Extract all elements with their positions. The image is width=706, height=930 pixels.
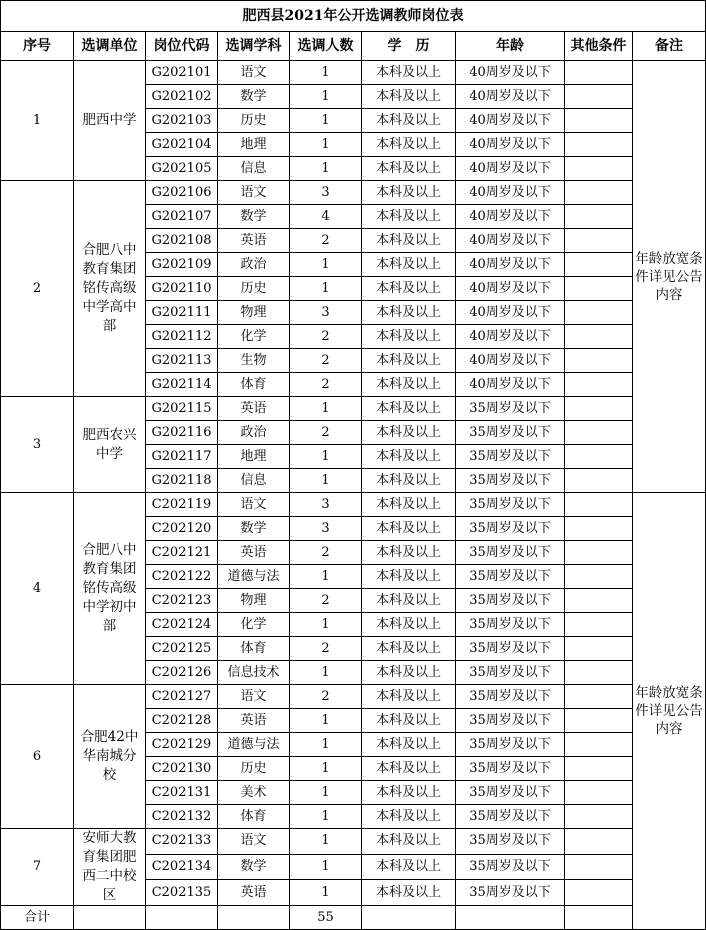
education-requirement: 本科及以上 — [362, 445, 456, 469]
position-code: G202115 — [146, 397, 218, 421]
other-conditions — [565, 301, 633, 325]
head-count: 3 — [290, 517, 362, 541]
head-count: 2 — [290, 421, 362, 445]
header-count: 选调人数 — [290, 32, 362, 61]
remark: 年龄放宽条件详见公告内容 — [633, 493, 706, 930]
head-count: 1 — [290, 854, 362, 880]
education-requirement: 本科及以上 — [362, 757, 456, 781]
subject: 数学 — [218, 517, 290, 541]
position-code: G202118 — [146, 469, 218, 493]
subject: 语文 — [218, 61, 290, 85]
age-requirement: 35周岁及以下 — [456, 517, 565, 541]
age-requirement: 40周岁及以下 — [456, 181, 565, 205]
subject: 历史 — [218, 109, 290, 133]
position-code: G202104 — [146, 133, 218, 157]
subject: 数学 — [218, 205, 290, 229]
subject: 体育 — [218, 637, 290, 661]
unit-name: 安师大教育集团肥西二中校区 — [74, 829, 146, 906]
other-conditions — [565, 517, 633, 541]
position-code: G202117 — [146, 445, 218, 469]
age-requirement: 35周岁及以下 — [456, 661, 565, 685]
position-code: C202127 — [146, 685, 218, 709]
head-count: 1 — [290, 781, 362, 805]
header-other: 其他条件 — [565, 32, 633, 61]
position-code: G202114 — [146, 373, 218, 397]
head-count: 1 — [290, 709, 362, 733]
head-count: 1 — [290, 253, 362, 277]
age-requirement: 35周岁及以下 — [456, 781, 565, 805]
age-requirement: 40周岁及以下 — [456, 253, 565, 277]
age-requirement: 35周岁及以下 — [456, 613, 565, 637]
other-conditions — [565, 637, 633, 661]
position-code: G202111 — [146, 301, 218, 325]
head-count: 2 — [290, 373, 362, 397]
position-code: G202101 — [146, 61, 218, 85]
other-conditions — [565, 397, 633, 421]
serial-number: 1 — [1, 61, 74, 181]
age-requirement: 35周岁及以下 — [456, 397, 565, 421]
education-requirement: 本科及以上 — [362, 517, 456, 541]
subject: 美术 — [218, 781, 290, 805]
age-requirement: 35周岁及以下 — [456, 709, 565, 733]
age-requirement: 40周岁及以下 — [456, 229, 565, 253]
subject: 地理 — [218, 133, 290, 157]
head-count: 1 — [290, 880, 362, 906]
education-requirement: 本科及以上 — [362, 469, 456, 493]
subject: 语文 — [218, 181, 290, 205]
other-conditions — [565, 493, 633, 517]
age-requirement: 40周岁及以下 — [456, 109, 565, 133]
position-code: C202120 — [146, 517, 218, 541]
education-requirement: 本科及以上 — [362, 880, 456, 906]
head-count: 1 — [290, 829, 362, 855]
head-count: 1 — [290, 61, 362, 85]
head-count: 3 — [290, 301, 362, 325]
serial-number: 4 — [1, 493, 74, 685]
head-count: 1 — [290, 805, 362, 829]
subject: 生物 — [218, 349, 290, 373]
education-requirement: 本科及以上 — [362, 133, 456, 157]
head-count: 1 — [290, 157, 362, 181]
unit-name: 合肥42中华南城分校 — [74, 685, 146, 829]
total-row — [1, 906, 706, 930]
other-conditions — [565, 709, 633, 733]
header-subject: 选调学科 — [218, 32, 290, 61]
total-count: 55 — [290, 906, 362, 930]
other-conditions — [565, 613, 633, 637]
position-code: C202123 — [146, 589, 218, 613]
other-conditions — [565, 157, 633, 181]
subject: 政治 — [218, 253, 290, 277]
unit-name: 合肥八中教育集团铭传高级中学高中部 — [74, 181, 146, 397]
header-education: 学 历 — [362, 32, 456, 61]
position-code: C202121 — [146, 541, 218, 565]
position-code: C202124 — [146, 613, 218, 637]
subject: 英语 — [218, 880, 290, 906]
head-count: 2 — [290, 229, 362, 253]
age-requirement: 35周岁及以下 — [456, 541, 565, 565]
subject: 道德与法 — [218, 565, 290, 589]
head-count: 1 — [290, 613, 362, 637]
education-requirement: 本科及以上 — [362, 229, 456, 253]
table-title: 肥西县2021年公开选调教师岗位表 — [1, 1, 706, 32]
subject: 物理 — [218, 301, 290, 325]
education-requirement: 本科及以上 — [362, 61, 456, 85]
head-count: 4 — [290, 205, 362, 229]
age-requirement: 40周岁及以下 — [456, 277, 565, 301]
age-requirement: 40周岁及以下 — [456, 349, 565, 373]
education-requirement: 本科及以上 — [362, 709, 456, 733]
education-requirement: 本科及以上 — [362, 854, 456, 880]
serial-number: 3 — [1, 397, 74, 493]
age-requirement: 40周岁及以下 — [456, 373, 565, 397]
subject: 英语 — [218, 541, 290, 565]
subject: 英语 — [218, 229, 290, 253]
position-code: G202103 — [146, 109, 218, 133]
education-requirement: 本科及以上 — [362, 637, 456, 661]
age-requirement: 35周岁及以下 — [456, 829, 565, 855]
subject: 数学 — [218, 854, 290, 880]
age-requirement: 40周岁及以下 — [456, 133, 565, 157]
position-code: C202130 — [146, 757, 218, 781]
remark: 年龄放宽条件详见公告内容 — [633, 61, 706, 493]
position-code: G202113 — [146, 349, 218, 373]
unit-name: 肥西农兴中学 — [74, 397, 146, 493]
head-count: 1 — [290, 733, 362, 757]
total-blank — [456, 906, 565, 930]
subject: 政治 — [218, 421, 290, 445]
position-code: G202112 — [146, 325, 218, 349]
age-requirement: 40周岁及以下 — [456, 301, 565, 325]
serial-number: 6 — [1, 685, 74, 829]
unit-name: 肥西中学 — [74, 61, 146, 181]
unit-name: 合肥八中教育集团铭传高级中学初中部 — [74, 493, 146, 685]
header-remark: 备注 — [633, 32, 706, 61]
education-requirement: 本科及以上 — [362, 349, 456, 373]
position-code: G202116 — [146, 421, 218, 445]
position-code: G202107 — [146, 205, 218, 229]
other-conditions — [565, 133, 633, 157]
serial-number: 7 — [1, 829, 74, 906]
education-requirement: 本科及以上 — [362, 781, 456, 805]
header-row — [1, 32, 706, 61]
education-requirement: 本科及以上 — [362, 205, 456, 229]
age-requirement: 35周岁及以下 — [456, 589, 565, 613]
other-conditions — [565, 781, 633, 805]
total-blank — [74, 906, 146, 930]
position-code: G202108 — [146, 229, 218, 253]
age-requirement: 35周岁及以下 — [456, 685, 565, 709]
total-blank — [565, 906, 633, 930]
table-row — [1, 685, 706, 709]
total-blank — [218, 906, 290, 930]
education-requirement: 本科及以上 — [362, 661, 456, 685]
position-code: G202109 — [146, 253, 218, 277]
subject: 体育 — [218, 805, 290, 829]
position-code: C202128 — [146, 709, 218, 733]
age-requirement: 35周岁及以下 — [456, 469, 565, 493]
position-code: G202110 — [146, 277, 218, 301]
other-conditions — [565, 541, 633, 565]
other-conditions — [565, 829, 633, 855]
position-code: C202119 — [146, 493, 218, 517]
position-code: C202132 — [146, 805, 218, 829]
head-count: 2 — [290, 541, 362, 565]
head-count: 1 — [290, 397, 362, 421]
education-requirement: 本科及以上 — [362, 565, 456, 589]
other-conditions — [565, 421, 633, 445]
position-code: C202134 — [146, 854, 218, 880]
other-conditions — [565, 733, 633, 757]
age-requirement: 40周岁及以下 — [456, 325, 565, 349]
education-requirement: 本科及以上 — [362, 277, 456, 301]
other-conditions — [565, 229, 633, 253]
head-count: 1 — [290, 445, 362, 469]
position-code: C202135 — [146, 880, 218, 906]
other-conditions — [565, 85, 633, 109]
position-code: G202102 — [146, 85, 218, 109]
age-requirement: 35周岁及以下 — [456, 421, 565, 445]
position-code: C202122 — [146, 565, 218, 589]
head-count: 1 — [290, 109, 362, 133]
subject: 英语 — [218, 397, 290, 421]
table-row — [1, 61, 706, 85]
age-requirement: 40周岁及以下 — [456, 157, 565, 181]
education-requirement: 本科及以上 — [362, 805, 456, 829]
header-code: 岗位代码 — [146, 32, 218, 61]
age-requirement: 35周岁及以下 — [456, 854, 565, 880]
head-count: 1 — [290, 661, 362, 685]
table-row — [1, 181, 706, 205]
other-conditions — [565, 805, 633, 829]
subject: 体育 — [218, 373, 290, 397]
head-count: 3 — [290, 493, 362, 517]
head-count: 2 — [290, 325, 362, 349]
header-no: 序号 — [1, 32, 74, 61]
education-requirement: 本科及以上 — [362, 829, 456, 855]
head-count: 2 — [290, 349, 362, 373]
other-conditions — [565, 277, 633, 301]
header-unit: 选调单位 — [74, 32, 146, 61]
position-code: C202131 — [146, 781, 218, 805]
age-requirement: 35周岁及以下 — [456, 757, 565, 781]
head-count: 2 — [290, 637, 362, 661]
table-row — [1, 829, 706, 855]
table-row — [1, 397, 706, 421]
total-blank — [146, 906, 218, 930]
education-requirement: 本科及以上 — [362, 301, 456, 325]
other-conditions — [565, 757, 633, 781]
subject: 道德与法 — [218, 733, 290, 757]
age-requirement: 35周岁及以下 — [456, 733, 565, 757]
other-conditions — [565, 685, 633, 709]
education-requirement: 本科及以上 — [362, 109, 456, 133]
other-conditions — [565, 373, 633, 397]
head-count: 3 — [290, 181, 362, 205]
education-requirement: 本科及以上 — [362, 589, 456, 613]
subject: 信息 — [218, 469, 290, 493]
age-requirement: 40周岁及以下 — [456, 85, 565, 109]
subject: 语文 — [218, 685, 290, 709]
other-conditions — [565, 589, 633, 613]
subject: 数学 — [218, 85, 290, 109]
subject: 历史 — [218, 277, 290, 301]
other-conditions — [565, 325, 633, 349]
other-conditions — [565, 469, 633, 493]
position-code: G202106 — [146, 181, 218, 205]
table-row — [1, 493, 706, 517]
subject: 化学 — [218, 613, 290, 637]
position-code: C202126 — [146, 661, 218, 685]
other-conditions — [565, 205, 633, 229]
other-conditions — [565, 61, 633, 85]
serial-number: 2 — [1, 181, 74, 397]
head-count: 1 — [290, 757, 362, 781]
subject: 语文 — [218, 493, 290, 517]
subject: 英语 — [218, 709, 290, 733]
position-code: C202125 — [146, 637, 218, 661]
other-conditions — [565, 253, 633, 277]
education-requirement: 本科及以上 — [362, 493, 456, 517]
subject: 信息技术 — [218, 661, 290, 685]
education-requirement: 本科及以上 — [362, 397, 456, 421]
age-requirement: 40周岁及以下 — [456, 205, 565, 229]
age-requirement: 35周岁及以下 — [456, 445, 565, 469]
subject: 信息 — [218, 157, 290, 181]
head-count: 1 — [290, 133, 362, 157]
header-age: 年龄 — [456, 32, 565, 61]
other-conditions — [565, 854, 633, 880]
subject: 化学 — [218, 325, 290, 349]
age-requirement: 35周岁及以下 — [456, 493, 565, 517]
age-requirement: 35周岁及以下 — [456, 637, 565, 661]
age-requirement: 40周岁及以下 — [456, 61, 565, 85]
education-requirement: 本科及以上 — [362, 685, 456, 709]
education-requirement: 本科及以上 — [362, 373, 456, 397]
other-conditions — [565, 661, 633, 685]
total-label: 合计 — [1, 906, 74, 930]
position-code: C202129 — [146, 733, 218, 757]
other-conditions — [565, 109, 633, 133]
subject: 历史 — [218, 757, 290, 781]
head-count: 1 — [290, 565, 362, 589]
age-requirement: 35周岁及以下 — [456, 805, 565, 829]
position-code: G202105 — [146, 157, 218, 181]
head-count: 2 — [290, 589, 362, 613]
head-count: 1 — [290, 277, 362, 301]
education-requirement: 本科及以上 — [362, 253, 456, 277]
education-requirement: 本科及以上 — [362, 613, 456, 637]
other-conditions — [565, 565, 633, 589]
age-requirement: 35周岁及以下 — [456, 880, 565, 906]
subject: 地理 — [218, 445, 290, 469]
head-count: 1 — [290, 469, 362, 493]
education-requirement: 本科及以上 — [362, 181, 456, 205]
subject: 语文 — [218, 829, 290, 855]
subject: 物理 — [218, 589, 290, 613]
other-conditions — [565, 349, 633, 373]
other-conditions — [565, 445, 633, 469]
other-conditions — [565, 181, 633, 205]
head-count: 2 — [290, 685, 362, 709]
head-count: 1 — [290, 85, 362, 109]
position-code: C202133 — [146, 829, 218, 855]
other-conditions — [565, 880, 633, 906]
education-requirement: 本科及以上 — [362, 421, 456, 445]
education-requirement: 本科及以上 — [362, 733, 456, 757]
education-requirement: 本科及以上 — [362, 157, 456, 181]
education-requirement: 本科及以上 — [362, 325, 456, 349]
education-requirement: 本科及以上 — [362, 541, 456, 565]
age-requirement: 35周岁及以下 — [456, 565, 565, 589]
total-blank — [362, 906, 456, 930]
education-requirement: 本科及以上 — [362, 85, 456, 109]
